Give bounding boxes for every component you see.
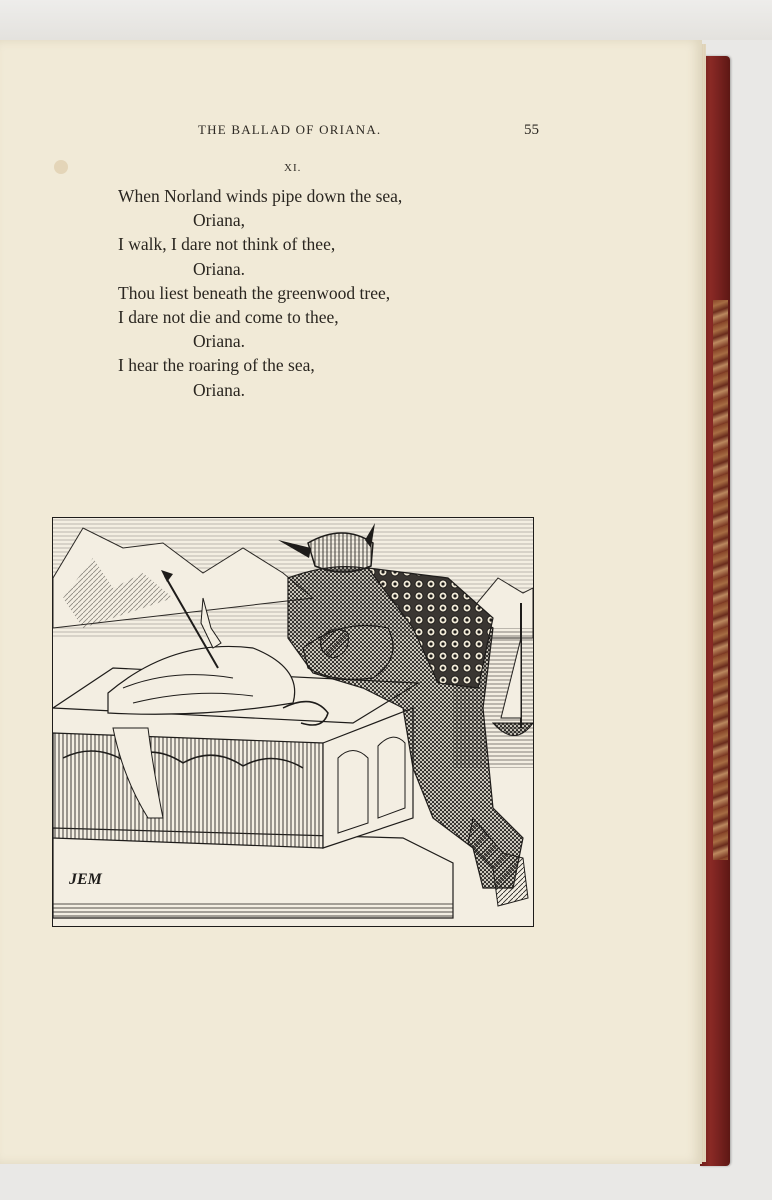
cover-marbling (713, 300, 728, 860)
engraving-illustration (52, 517, 534, 927)
poem-refrain: Oriana, (193, 210, 245, 231)
foxing-spot (54, 160, 68, 174)
poem-line: I dare not die and come to thee, (118, 307, 339, 328)
poem-line: When Norland winds pipe down the sea, (118, 186, 403, 206)
poem-refrain: Oriana. (193, 258, 245, 279)
artist-monogram: JEM (69, 871, 102, 888)
tomb-chest (53, 733, 323, 848)
knight-helmet (308, 533, 373, 572)
stanza-number: XI. (284, 162, 302, 174)
poem-refrain: Oriana. (193, 379, 245, 400)
poem-line: Thou liest beneath the greenwood tree, (118, 282, 391, 303)
running-title: THE BALLAD OF ORIANA. (198, 122, 382, 137)
poem-refrain: Oriana. (193, 331, 245, 352)
poem-stanza (118, 184, 402, 402)
poem-line: I walk, I dare not think of thee, (118, 234, 336, 255)
page-number: 55 (524, 122, 539, 138)
backdrop (0, 0, 772, 40)
poem-line: I hear the roaring of the sea, (118, 355, 315, 376)
